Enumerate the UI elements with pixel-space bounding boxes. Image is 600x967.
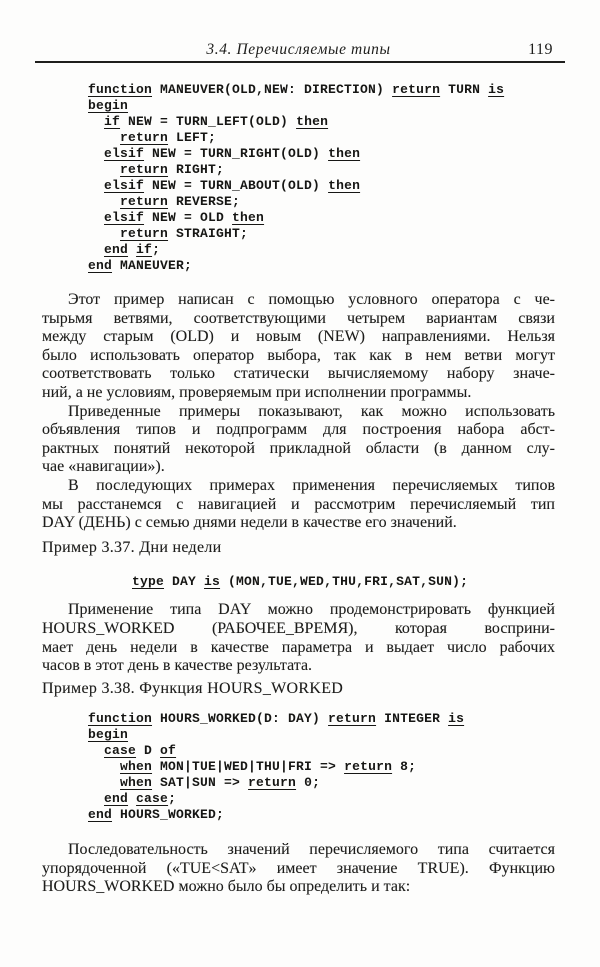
text-line: HOURS_WORKED можно было бы определить и так: bbox=[42, 878, 411, 896]
code-line: when SAT|SUN => return 0; bbox=[120, 775, 321, 791]
text-line: чае «навигации»). bbox=[42, 458, 165, 476]
header-rule bbox=[35, 61, 565, 63]
code-block-hours-worked bbox=[88, 711, 555, 823]
paragraph-hours-worked-intro bbox=[42, 601, 555, 675]
code-line: end HOURS_WORKED; bbox=[88, 807, 225, 823]
text-line: тырьмя ветвями, соответствующими четырем вариантам связи bbox=[42, 309, 555, 327]
code-type-day-declaration bbox=[132, 574, 555, 590]
code-line: begin bbox=[88, 727, 129, 743]
text-line: HOURS_WORKED (РАБОЧЕЕ_ВРЕМЯ), которая восприни- bbox=[42, 619, 555, 637]
code-line: return RIGHT; bbox=[120, 162, 225, 177]
code-line: end if; bbox=[104, 242, 161, 257]
code-line: end MANEUVER; bbox=[88, 258, 193, 273]
page-number: 119 bbox=[528, 41, 553, 58]
text-line: упорядоченной («TUE<SAT» имеет значение TRUE). Функцию bbox=[42, 859, 555, 877]
code-line: return LEFT; bbox=[120, 130, 217, 145]
paragraph-day-type-intro bbox=[42, 477, 555, 533]
text-line: Последовательность значений перечисляемого типа считается bbox=[68, 841, 555, 859]
code-line: if NEW = TURN_LEFT(OLD) then bbox=[104, 114, 329, 129]
code-line: case D of bbox=[104, 743, 177, 759]
text-line: Применение типа DAY можно продемонстрировать функцией bbox=[68, 601, 555, 619]
code-line: type DAY is (MON,TUE,WED,THU,FRI,SAT,SUN); bbox=[132, 574, 469, 590]
code-line: return STRAIGHT; bbox=[120, 226, 249, 241]
paragraph-abstract-concepts bbox=[42, 403, 555, 477]
code-line: elsif NEW = OLD then bbox=[104, 210, 265, 225]
code-line: end case; bbox=[104, 791, 177, 807]
example-heading-3-38: Пример 3.38. Функция HOURS_WORKED bbox=[42, 679, 344, 697]
text-line: рактных понятий некоторой прикладной области (в данном слу- bbox=[42, 439, 555, 457]
text-line: между старым (OLD) и новым (NEW) направлениями. Нельзя bbox=[42, 328, 555, 346]
text-line: DAY (ДЕНЬ) с семью днями недели в качестве его значений. bbox=[42, 514, 457, 532]
text-line: В последующих примерах применения перечисляемых типов bbox=[68, 476, 555, 494]
code-line: return REVERSE; bbox=[120, 194, 241, 209]
text-line: Этот пример написан с помощью условного оператора с че- bbox=[68, 291, 555, 308]
code-line: function HOURS_WORKED(D: DAY) return INTEGER is bbox=[88, 711, 465, 727]
code-line: elsif NEW = TURN_RIGHT(OLD) then bbox=[104, 146, 361, 161]
text-line: ний, а не условиям, проверяемым при исполнении программы. bbox=[42, 383, 472, 401]
text-line: часов в этот день в качестве результата. bbox=[42, 657, 313, 675]
example-heading-3-37: Пример 3.37. Дни недели bbox=[42, 538, 222, 556]
code-line: function MANEUVER(OLD,NEW: DIRECTION) return TURN is bbox=[88, 82, 505, 97]
code-block-maneuver bbox=[88, 82, 555, 274]
code-line: begin bbox=[88, 98, 129, 113]
text-line: мает день недели в качестве параметра и выдает число рабочих bbox=[42, 638, 555, 656]
text-line: объявления типов и подпрограмм для построения набора абст- bbox=[42, 421, 555, 439]
code-line: when MON|TUE|WED|THU|FRI => return 8; bbox=[120, 759, 417, 775]
text-line: соответствовать только статически вычисляемому набору значе- bbox=[42, 365, 555, 383]
text-line: Приведенные примеры показывают, как можно использовать bbox=[68, 402, 555, 420]
text-line: мы расстанемся с навигацией и рассмотрим перечисляемый тип bbox=[42, 495, 555, 513]
paragraph-conditional-operator bbox=[42, 291, 555, 403]
running-head bbox=[42, 40, 555, 63]
section-title: 3.4. Перечисляемые типы bbox=[206, 41, 391, 58]
text-line: было использовать оператор выбора, так как в нем ветви могут bbox=[42, 346, 555, 364]
code-line: elsif NEW = TURN_ABOUT(OLD) then bbox=[104, 178, 361, 193]
paragraph-ordered-values bbox=[42, 841, 555, 897]
